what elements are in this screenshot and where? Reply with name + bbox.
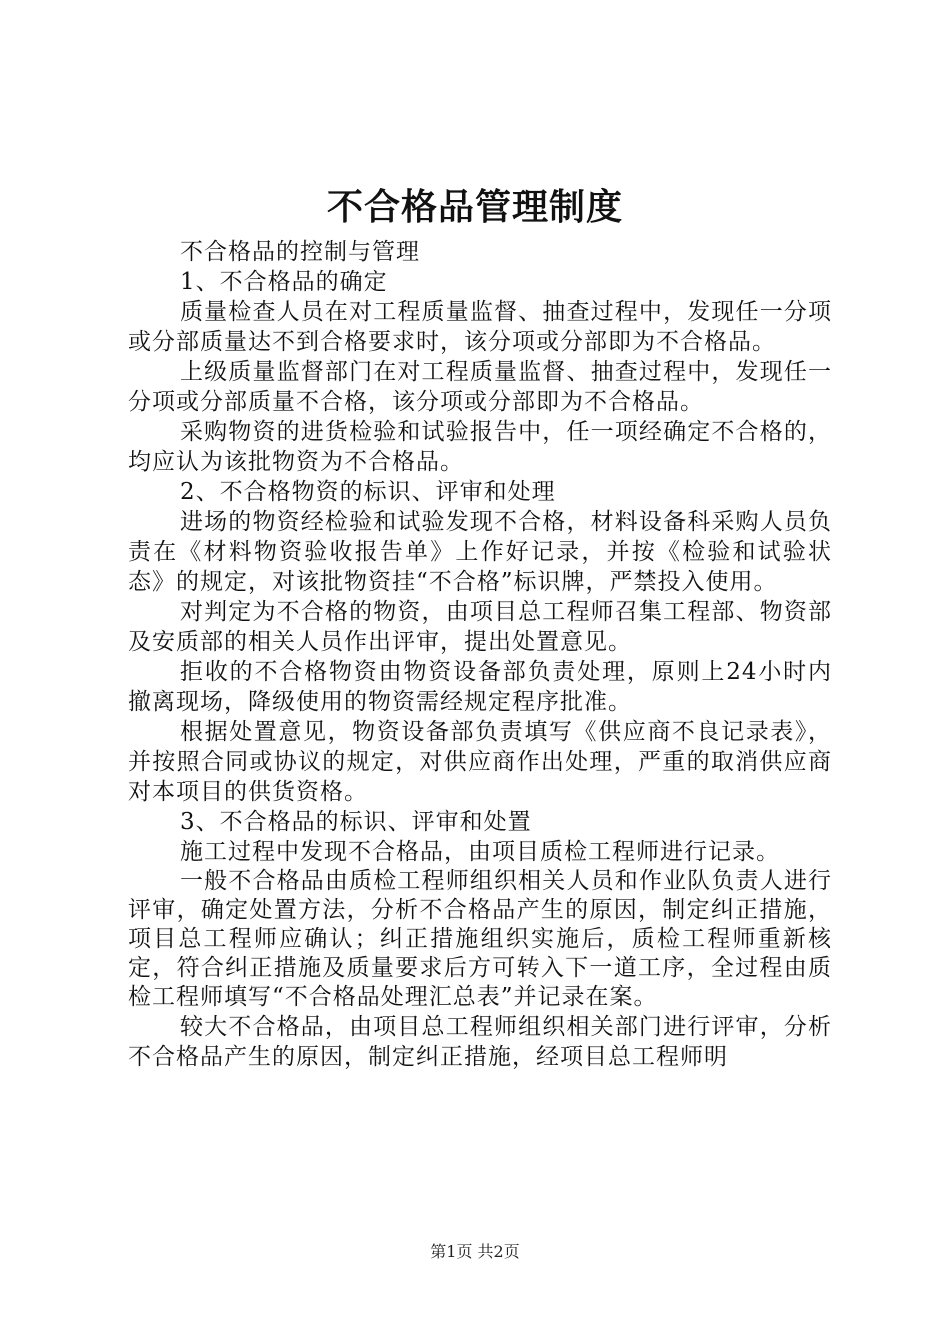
subsection-heading: 3、不合格品的标识、评审和处置 xyxy=(180,809,532,835)
body-paragraph: 一般不合格品由质检工程师组织相关人员和作业队负责人进行评审，确定处置方法，分析不合格品产生的原因，制定纠正措施，项目总工程师应确认；纠正措施组织实施后，质检工程师重新核定，符合纠正措施及质量要求后方可转入下一道工序，全过程由质检工程师填写“不合格品处理汇总表”并记录在案。 xyxy=(128,868,832,1010)
body-paragraph: 施工过程中发现不合格品，由项目质检工程师进行记录。 xyxy=(180,839,780,865)
document-title: 不合格品管理制度 xyxy=(326,186,623,228)
subsection-heading: 1、不合格品的确定 xyxy=(180,269,388,295)
body-paragraph: 质量检查人员在对工程质量监督、抽查过程中，发现任一分项或分部质量达不到合格要求时，该分项或分部即为不合格品。 xyxy=(128,299,832,355)
body-paragraph: 上级质量监督部门在对工程质量监督、抽查过程中，发现任一分项或分部质量不合格，该分项或分部即为不合格品。 xyxy=(128,359,832,415)
body-paragraph: 采购物资的进货检验和试验报告中，任一项经确定不合格的，均应认为该批物资为不合格品。 xyxy=(128,419,832,475)
body-paragraph: 根据处置意见，物资设备部负责填写《供应商不良记录表》，并按照合同或协议的规定，对供应商作出处理，严重的取消供应商对本项目的供货资格。 xyxy=(128,719,832,805)
body-paragraph: 对判定为不合格的物资，由项目总工程师召集工程部、物资部及安质部的相关人员作出评审，提出处置意见。 xyxy=(128,599,832,655)
subsection-heading: 2、不合格物资的标识、评审和处理 xyxy=(180,479,556,505)
body-paragraph: 进场的物资经检验和试验发现不合格，材料设备科采购人员负责在《材料物资验收报告单》上作好记录，并按《检验和试验状态》的规定，对该批物资挂“不合格”标识牌，严禁投入使用。 xyxy=(128,509,832,595)
document-body xyxy=(128,237,832,1072)
page-footer: 第1页 共2页 xyxy=(430,1242,520,1261)
section-heading: 不合格品的控制与管理 xyxy=(180,239,420,265)
body-paragraph: 拒收的不合格物资由物资设备部负责处理，原则上24小时内撤离现场，降级使用的物资需经规定程序批准。 xyxy=(128,659,832,715)
body-paragraph: 较大不合格品，由项目总工程师组织相关部门进行评审，分析不合格品产生的原因，制定纠正措施，经项目总工程师明 xyxy=(128,1014,832,1070)
